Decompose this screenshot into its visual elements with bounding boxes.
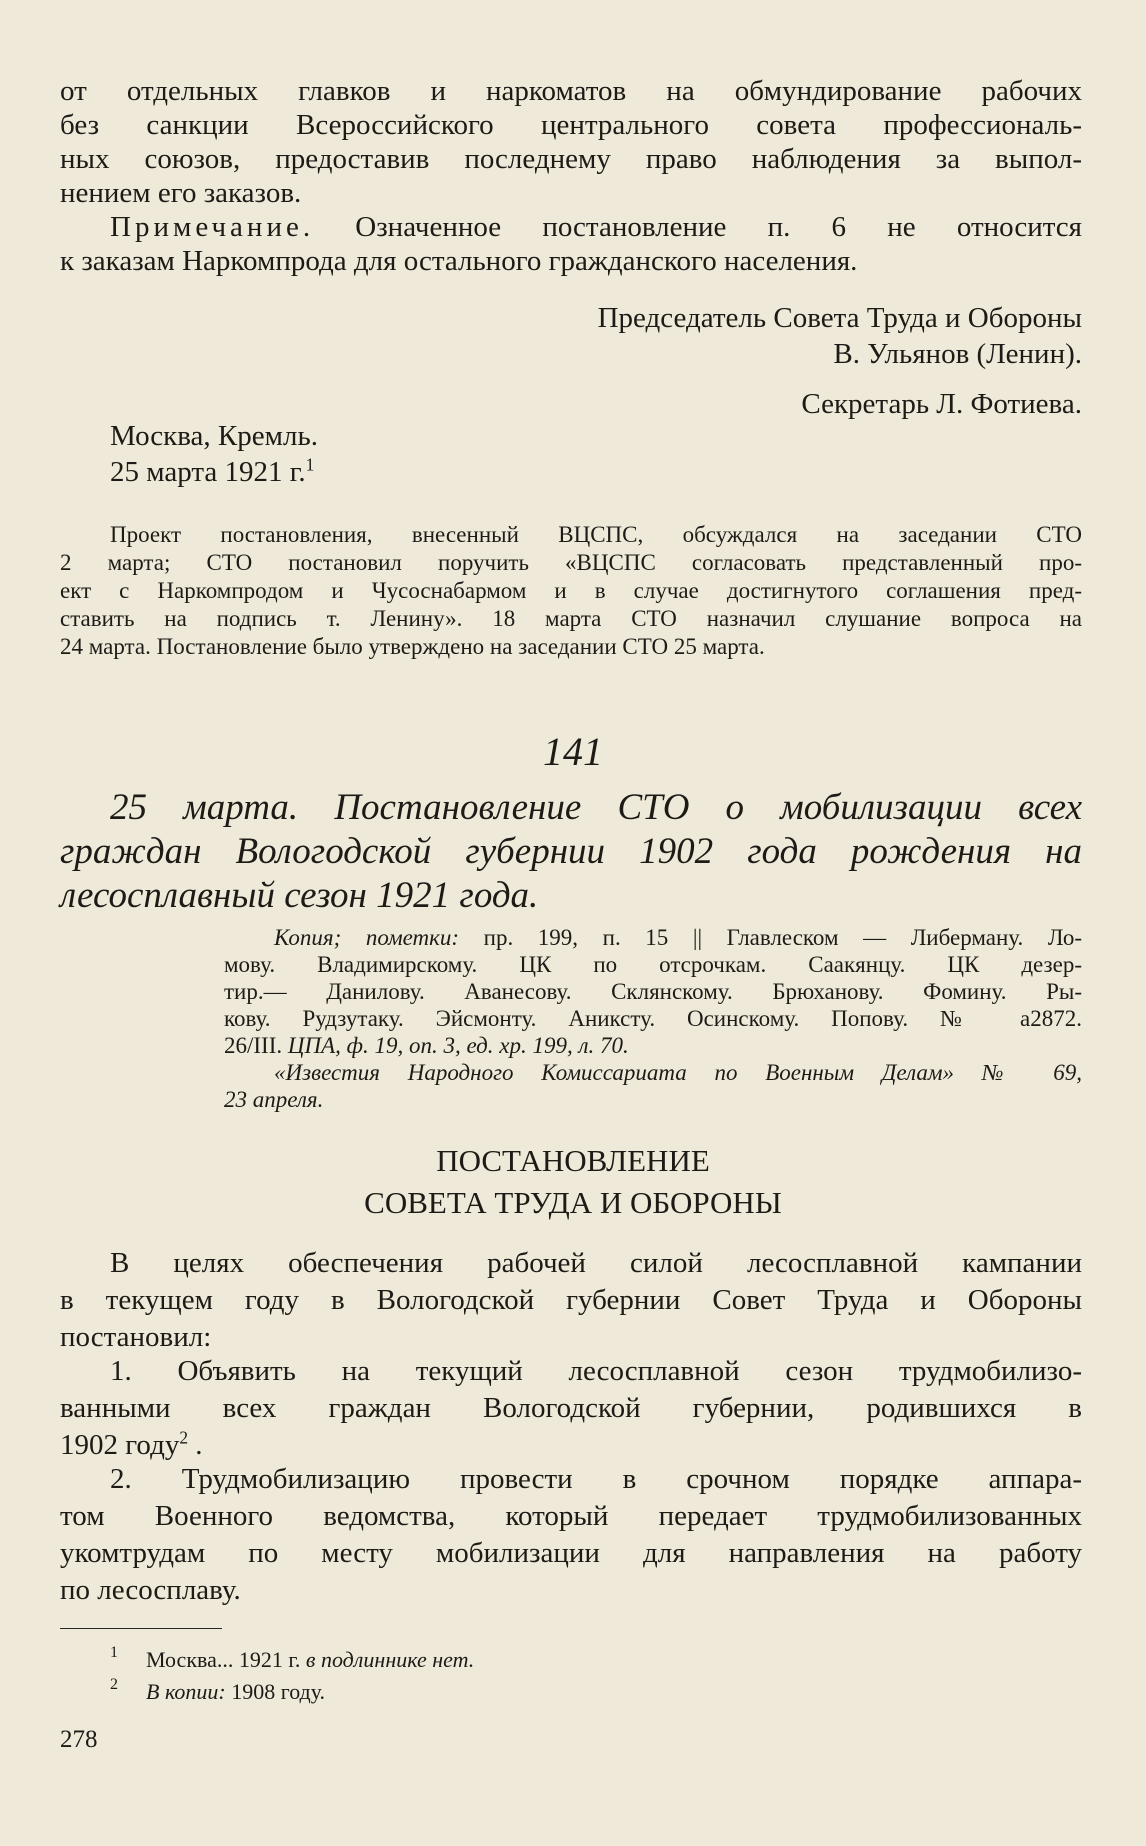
text-line: ванными всех граждан Вологодской губернии, родившихся в [60, 1392, 1082, 1424]
note-line: Проект постановления, внесенный ВЦСПС, обсуждался на заседании СТО [110, 522, 1082, 547]
decree-title [0, 1140, 1146, 1224]
footnote-ref: 1 [305, 454, 315, 475]
text-line: без санкции Всероссийского центрального совета профессиональ- [60, 109, 1082, 141]
source-line: кову. Рудзутаку. Эйсмонту. Аниксту. Осинскому. Попову. № а2872. [224, 1006, 1082, 1031]
footnote-mark: 2 [110, 1676, 118, 1693]
note-line: ект с Наркомпродом и Чусоснабармом и в случае достигнутого соглашения пред- [60, 578, 1082, 603]
previous-decree-end [60, 74, 1082, 278]
note-line: Примечание. Означенное постановление п. 6 не относится [110, 211, 1082, 243]
copy-label: Копия; пометки: [274, 925, 460, 950]
heading-line: 25 марта. Постановление СТО о мобилизации всех [110, 787, 1082, 828]
archive-reference: ЦПА, ф. 19, оп. 3, ед. хр. 199, л. 70. [287, 1033, 629, 1058]
signatures [382, 300, 1082, 422]
decree-item-2 [60, 1462, 1082, 1607]
text-line: нением его заказов. [60, 177, 302, 209]
footnotes [110, 1644, 474, 1708]
title-line: СОВЕТА ТРУДА И ОБОРОНЫ [364, 1185, 782, 1220]
date: 25 марта 1921 г.$^1$ [110, 454, 315, 488]
text-line: том Военного ведомства, который передает трудмобилизованных [60, 1500, 1082, 1532]
footnote-mark: 1 [110, 1644, 118, 1661]
decree-body [60, 1246, 1082, 1607]
footnote: 1 Москва... 1921 г. в подлиннике нет. [110, 1644, 474, 1676]
document-number: 141 [543, 729, 603, 774]
place-and-date [110, 418, 318, 490]
text-line: 1. Объявить на текущий лесосплавной сезон трудмобилизо- [110, 1355, 1082, 1387]
text-line: от отдельных главков и наркоматов на обмундирование рабочих [60, 75, 1082, 107]
chairman-title: Председатель Совета Труда и Обороны [597, 302, 1082, 334]
decree-item-1 [60, 1354, 1082, 1462]
source-line: 26/III. ЦПА, ф. 19, оп. 3, ед. хр. 199, л. 70. [224, 1033, 629, 1058]
footnote: 2 В копии: 1908 году. [110, 1676, 474, 1708]
text-line: в текущем году в Вологодской губернии Совет Труда и Обороны [60, 1284, 1082, 1316]
text-line: В целях обеспечения рабочей силой лесосплавной кампании [110, 1247, 1082, 1279]
source-line: тир.— Данилову. Аванесову. Склянскому. Брюханову. Фомину. Ры- [224, 979, 1082, 1004]
source-line: Копия; пометки: пр. 199, п. 15 || Главлеском — Либерману. Ло- [274, 925, 1083, 950]
title-line: ПОСТАНОВЛЕНИЕ [436, 1143, 710, 1178]
page-number: 278 [60, 1726, 98, 1753]
publication-line: «Известия Народного Комиссариата по Военным Делам» № 69, [274, 1060, 1082, 1085]
text-line: постановил: [60, 1321, 212, 1353]
footnote-divider [60, 1628, 222, 1629]
note-line: к заказам Наркомпрода для остального гражданского населения. [60, 245, 858, 277]
source-note [224, 924, 1082, 1113]
heading-line: граждан Вологодской губернии 1902 года рождения на [60, 831, 1082, 872]
text-line: по лесосплаву. [60, 1574, 241, 1606]
note-line: 2 марта; СТО постановил поручить «ВЦСПС согласовать представленный про- [60, 550, 1082, 575]
note-line: 24 марта. Постановление было утверждено на заседании СТО 25 марта. [60, 634, 765, 659]
note-label: Примечание. [110, 211, 315, 243]
publication-line: 23 апреля. [224, 1087, 324, 1112]
text-line: 1902 году$^2$ . [60, 1427, 203, 1461]
text-line: ных союзов, предоставив последнему право наблюдения за выпол- [60, 143, 1082, 175]
heading-line: лесосплавный сезон 1921 года. [60, 875, 539, 916]
decree-intro [60, 1246, 1082, 1354]
document-heading [60, 786, 1082, 918]
note-line: ставить на подпись т. Ленину». 18 марта СТО назначил слушание вопроса на [60, 606, 1082, 631]
place: Москва, Кремль. [110, 420, 318, 452]
footnote-ref: 2 [179, 1427, 189, 1448]
editorial-note [60, 521, 1082, 661]
text-line: 2. Трудмобилизацию провести в срочном порядке аппара- [110, 1463, 1082, 1495]
secretary-signature: Секретарь Л. Фотиева. [801, 388, 1082, 420]
source-line: мову. Владимирскому. ЦК по отсрочкам. Саакянцу. ЦК дезер- [224, 952, 1082, 977]
text-line: укомтрудам по месту мобилизации для направления на работу [60, 1537, 1082, 1569]
chairman-name: В. Ульянов (Ленин). [833, 338, 1082, 370]
